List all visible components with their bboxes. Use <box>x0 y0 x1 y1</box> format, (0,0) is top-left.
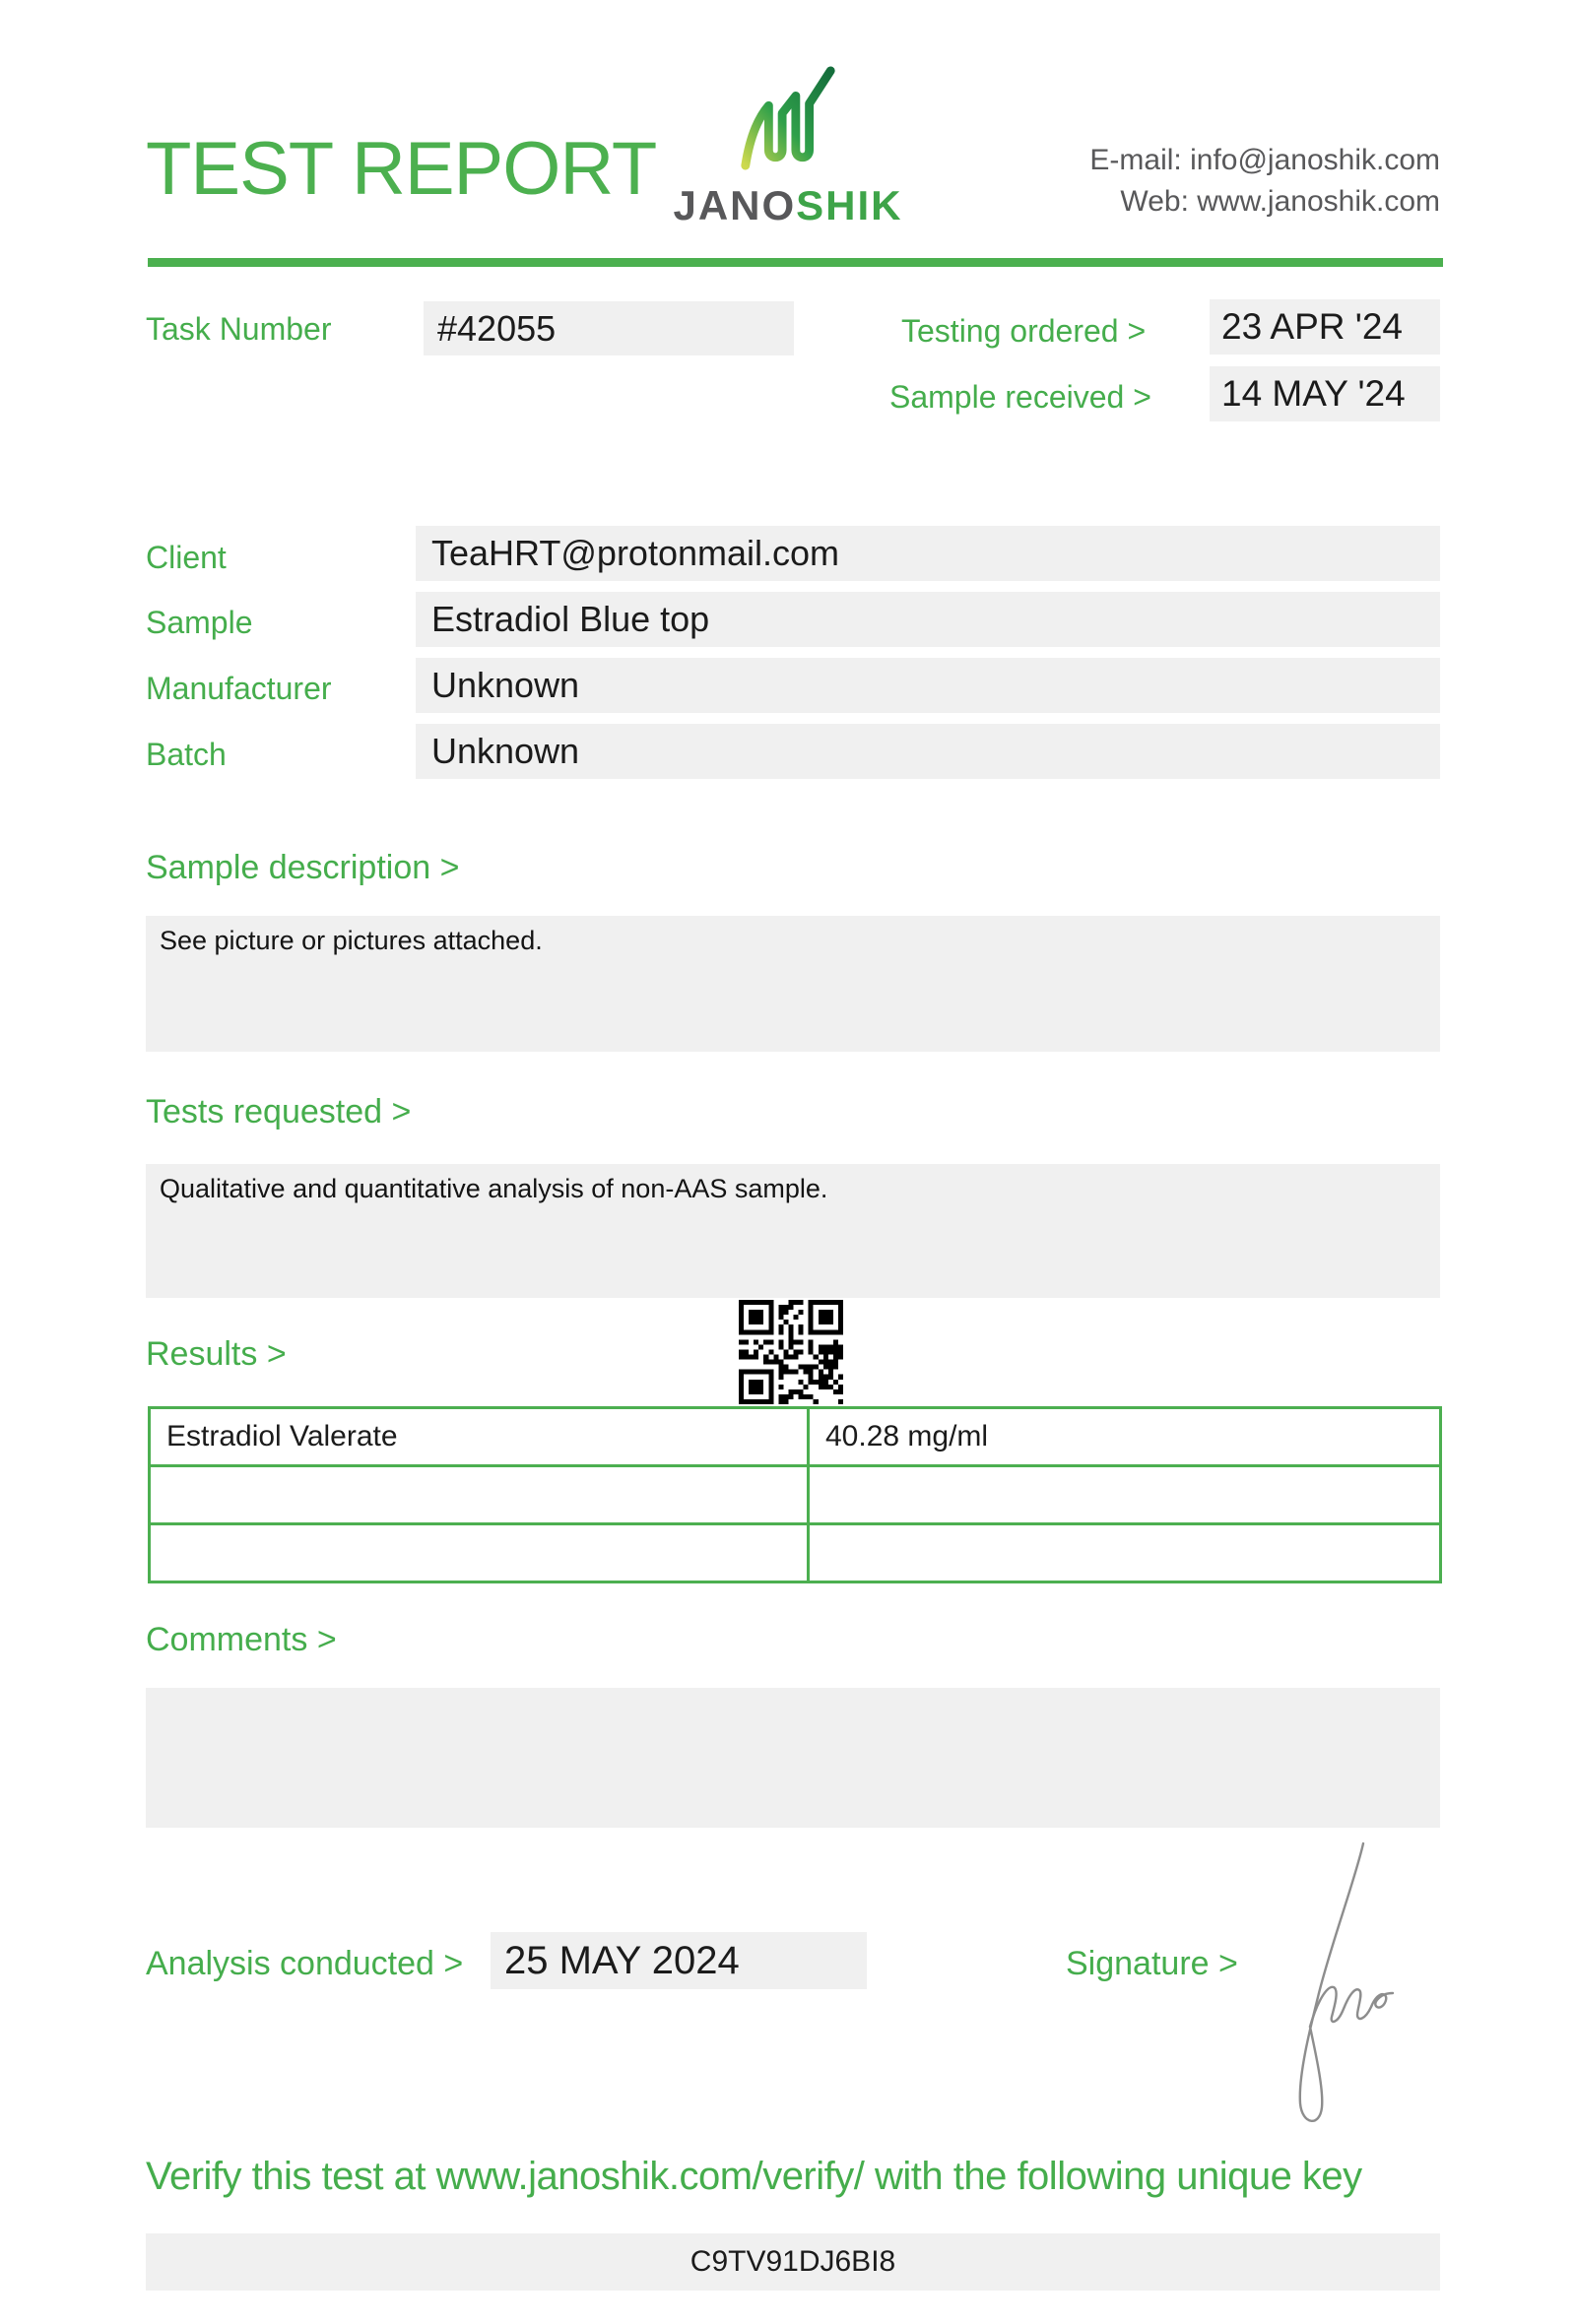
batch-label: Batch <box>146 737 227 772</box>
task-number-text: #42055 <box>437 307 557 349</box>
results-table <box>148 1406 1442 1583</box>
testing-ordered-value <box>1210 299 1440 355</box>
client-value <box>416 526 1440 581</box>
table-row <box>150 1408 1441 1466</box>
chart-uptrend-icon <box>739 65 837 171</box>
client-text: TeaHRT@protonmail.com <box>431 533 840 573</box>
logo-wordmark <box>640 182 936 229</box>
manufacturer-text: Unknown <box>431 665 580 705</box>
testing-ordered-date: 23 APR '24 <box>1221 306 1403 347</box>
tests-requested-heading: Tests requested > <box>146 1093 412 1130</box>
tests-requested-box <box>146 1164 1440 1298</box>
manufacturer-value <box>416 658 1440 713</box>
client-label: Client <box>146 540 227 575</box>
batch-value <box>416 724 1440 779</box>
logo-word-green: SHIK <box>796 182 903 228</box>
sample-description-box <box>146 916 1440 1052</box>
results-heading: Results > <box>146 1335 287 1373</box>
tests-requested-text: Qualitative and quantitative analysis of non-AAS sample. <box>160 1174 828 1203</box>
table-row <box>150 1524 1441 1582</box>
verify-instruction: Verify this test at www.janoshik.com/verify/ with the following unique key <box>146 2155 1362 2198</box>
comments-box <box>146 1688 1440 1828</box>
sample-value <box>416 592 1440 647</box>
sample-description-text: See picture or pictures attached. <box>160 926 543 955</box>
unique-key-box <box>146 2233 1440 2291</box>
contact-email: E-mail: info@janoshik.com <box>1089 144 1440 176</box>
analysis-conducted-label: Analysis conducted > <box>146 1945 464 1982</box>
sample-text: Estradiol Blue top <box>431 599 710 639</box>
comments-heading: Comments > <box>146 1621 337 1658</box>
sample-label: Sample <box>146 605 253 640</box>
signature-label: Signature > <box>1066 1945 1238 1982</box>
result-name: Estradiol Valerate <box>150 1408 809 1466</box>
task-number-label: Task Number <box>146 311 332 347</box>
signature-image <box>1269 1838 1397 2138</box>
result-name <box>150 1524 809 1582</box>
result-value: 40.28 mg/ml <box>809 1408 1441 1466</box>
contact-info <box>1089 140 1440 223</box>
analysis-date-text: 25 MAY 2024 <box>504 1938 740 1982</box>
task-number-value <box>424 301 794 355</box>
qr-code <box>739 1300 843 1404</box>
result-name <box>150 1466 809 1524</box>
janoshik-logo <box>640 65 936 229</box>
testing-ordered-label: Testing ordered > <box>901 313 1147 349</box>
logo-word-gray: JANO <box>673 182 797 228</box>
manufacturer-label: Manufacturer <box>146 671 332 706</box>
page-title: TEST REPORT <box>146 127 657 211</box>
contact-web: Web: www.janoshik.com <box>1120 185 1440 218</box>
table-row <box>150 1466 1441 1524</box>
sample-received-label: Sample received > <box>889 379 1151 415</box>
result-value <box>809 1524 1441 1582</box>
sample-received-date: 14 MAY '24 <box>1221 373 1406 414</box>
sample-description-heading: Sample description > <box>146 849 460 886</box>
result-value <box>809 1466 1441 1524</box>
unique-key-text: C9TV91DJ6BI8 <box>690 2245 896 2278</box>
header-divider <box>148 258 1443 267</box>
analysis-date-value <box>491 1932 867 1989</box>
batch-text: Unknown <box>431 731 580 771</box>
sample-received-value <box>1210 366 1440 421</box>
